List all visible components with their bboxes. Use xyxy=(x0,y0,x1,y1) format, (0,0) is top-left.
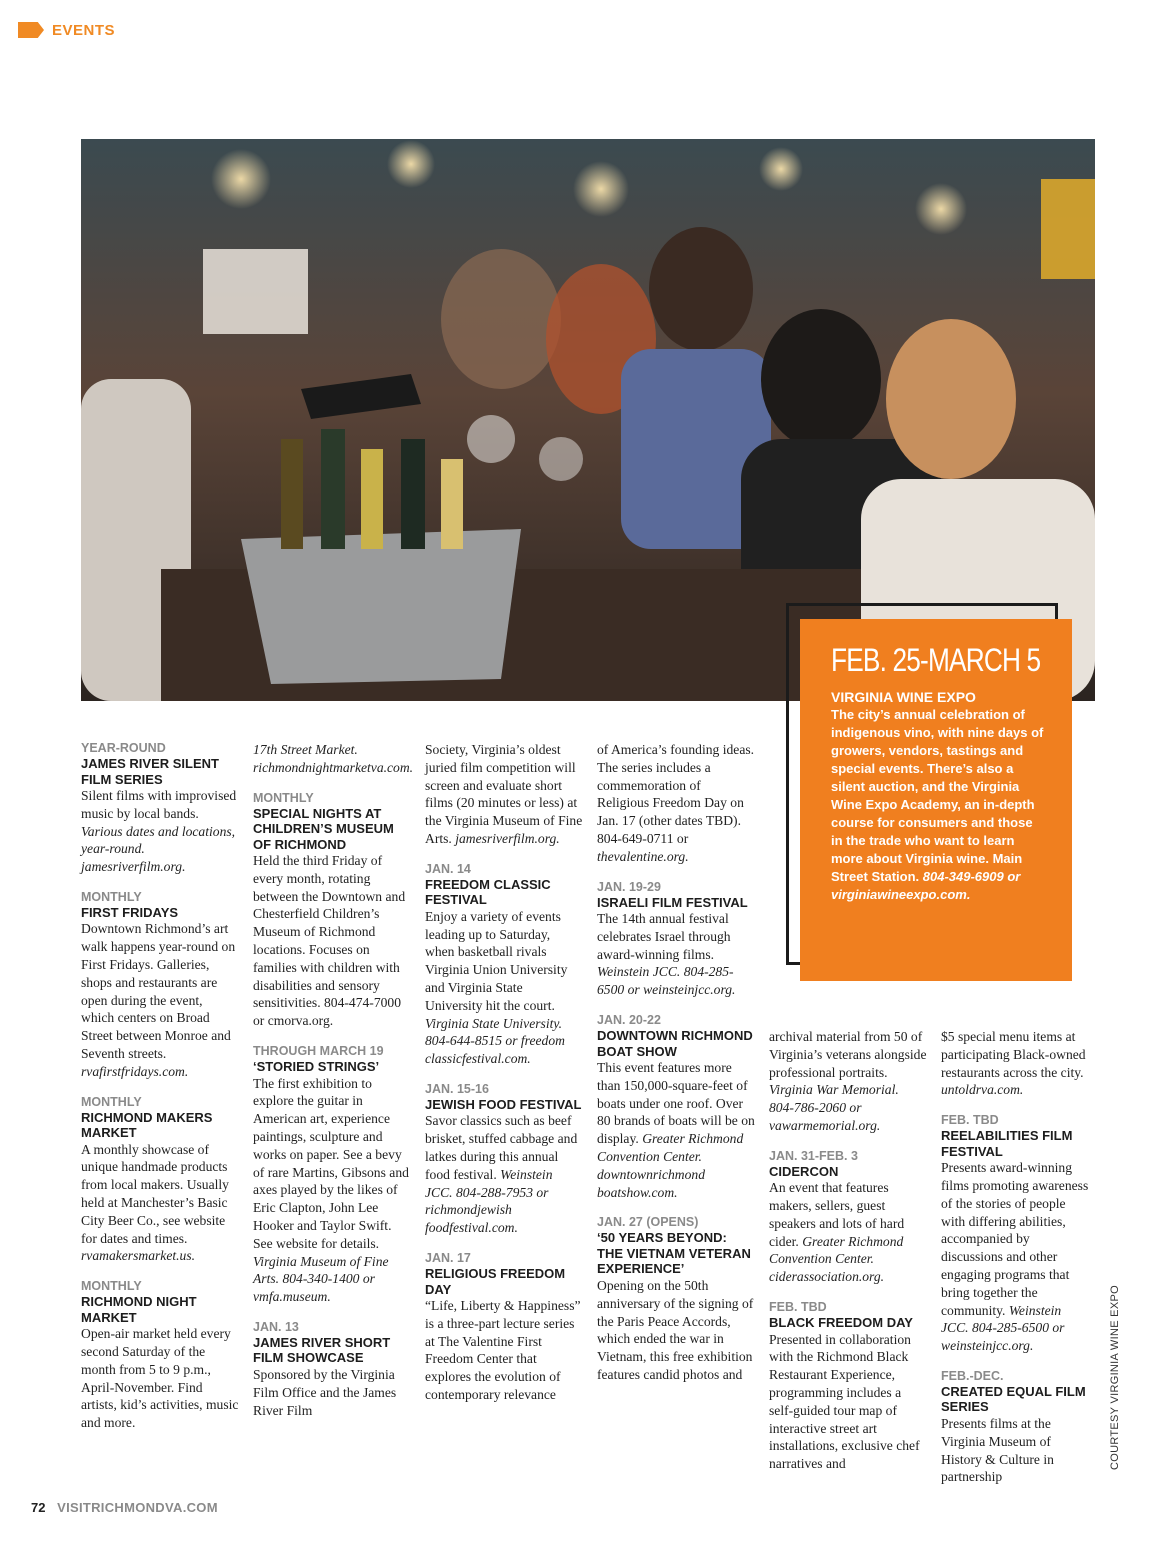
event-desc: Enjoy a variety of events leading up to Saturday, when basketball rivals Virginia Union University and Virginia State University hit the court. Virginia State University. 804-644-8515 or freedom classicfestival.com. xyxy=(425,908,568,1067)
event-entry xyxy=(941,1113,1091,1355)
page-footer xyxy=(31,1500,218,1515)
event-entry xyxy=(597,880,755,999)
event-title: REELABILITIES FILM FESTIVAL xyxy=(941,1128,1073,1159)
event-desc: Savor classics such as beef brisket, stuffed cabbage and latkes during this annual food festival. Weinstein JCC. 804-288-7953 or richmondjewish foodfestival.com. xyxy=(425,1113,578,1236)
event-desc: Presented in collaboration with the Richmond Black Restaurant Experience, programming includes a self-guided tour map of interactive street art installations, exclusive chef narratives and xyxy=(769,1331,920,1472)
site-url: VISITRICHMONDVA.COM xyxy=(57,1500,218,1515)
event-date: MONTHLY xyxy=(81,1094,142,1109)
feature-title: VIRGINIA WINE EXPO xyxy=(831,689,976,705)
event-desc: Held the third Friday of every month, rotating between the Downtown and Chesterfield Children’s Museum of Richmond locations. Focuses on families with children with disabilities and sensory sensitivities. 804-474-7000 or cmorva.org. xyxy=(253,853,406,1029)
feature-box xyxy=(800,619,1072,981)
event-entry xyxy=(941,1369,1091,1486)
event-entry xyxy=(253,1044,411,1306)
event-title: RELIGIOUS FREEDOM DAY xyxy=(425,1266,566,1297)
feature-info: 804-349-6909 or virginiawineexpo.com. xyxy=(831,869,1021,902)
event-title: CREATED EQUAL FILM SERIES xyxy=(941,1383,1086,1415)
event-desc: Society, Virginia’s oldest juried film competition will screen and evaluate short films (20 minutes or less) at the Virginia Museum of Fine Arts. jamesriverfilm.org. xyxy=(425,742,583,846)
event-desc: A monthly showcase of unique handmade products from local makers. Usually held at Manchester’s Basic City Beer Co., see website for dates and times. rvamakersmarket.us. xyxy=(81,1141,229,1264)
photo-credit: COURTESY VIRGINIA WINE EXPO xyxy=(1109,1285,1121,1470)
column-3 xyxy=(425,741,583,1418)
event-info: 17th Street Market. richmondnightmarketva.com. xyxy=(253,742,414,775)
event-date: JAN. 14 xyxy=(425,861,471,876)
event-entry xyxy=(425,1082,583,1237)
event-title: CIDERCON xyxy=(769,1163,839,1179)
event-date: THROUGH MARCH 19 xyxy=(253,1044,384,1059)
event-date: YEAR-ROUND xyxy=(81,741,166,755)
event-desc: This event features more than 150,000-square-feet of boats under one roof. Over 80 brands of boats will be on display. Greater Richmond Convention Center. downtownrichmond boatshow.com. xyxy=(597,1060,755,1200)
page-number: 72 xyxy=(31,1500,46,1515)
event-title: JAMES RIVER SILENT FILM SERIES xyxy=(81,756,219,787)
event-title: JEWISH FOOD FESTIVAL xyxy=(425,1096,582,1112)
column-6 xyxy=(941,1028,1091,1500)
event-continuation xyxy=(253,741,414,777)
event-desc: Downtown Richmond’s art walk happens year-round on First Fridays. Galleries, shops and restaurants are open during the event, which centers on Broad Street between Monroe and Seventh streets. rvafirstfridays.com. xyxy=(81,921,236,1079)
event-entry xyxy=(597,1013,755,1201)
feature-desc: The city’s annual celebration of indigenous vino, with nine days of growers, vendors, tastings and special events. There’s also a silent auction, and the Virginia Wine Expo Academy, an in-depth course for consumers and those in the trade who want to learn more about Virginia wine. Main Street Station. xyxy=(831,707,1044,884)
event-continuation xyxy=(941,1028,1091,1099)
event-date: FEB.-DEC. xyxy=(941,1368,1004,1383)
event-title: RICHMOND MAKERS MARKET xyxy=(81,1109,213,1141)
event-desc: Presents films at the Virginia Museum of History & Culture in partnership xyxy=(941,1415,1054,1485)
section-label: EVENTS xyxy=(52,21,116,39)
event-date: JAN. 20-22 xyxy=(597,1013,661,1028)
event-entry xyxy=(597,1215,755,1383)
event-title: RICHMOND NIGHT MARKET xyxy=(81,1294,197,1325)
event-date: JAN. 31-FEB. 3 xyxy=(769,1148,858,1163)
event-desc: Sponsored by the Virginia Film Office and the James River Film xyxy=(253,1366,397,1418)
event-entry xyxy=(253,1320,411,1419)
event-date: JAN. 19-29 xyxy=(597,879,661,894)
section-tag xyxy=(18,20,115,40)
event-date: FEB. TBD xyxy=(941,1113,999,1128)
event-desc: An event that features makers, sellers, guest speakers and lots of hard cider. Greater Richmond Convention Center. ciderassociation.org. xyxy=(769,1180,905,1285)
event-entry xyxy=(769,1300,927,1473)
event-date: MONTHLY xyxy=(81,889,142,904)
event-desc: The first exhibition to explore the guitar in American art, experience paintings, sculpture and works on paper. See a bevy of rare Martins, Gibsons and axes played by the likes of Eric Clapton, John Lee Hooker and Taylor Swift. See website for details. Virginia Museum of Fine Arts. 804-340-1400 or vmfa.museum. xyxy=(253,1075,409,1305)
event-desc: Open-air market held every second Saturday of the month from 5 to 9 p.m., April-November. Find artists, kid’s activities, music and more. xyxy=(81,1326,239,1431)
event-title: JAMES RIVER SHORT FILM SHOWCASE xyxy=(253,1334,391,1366)
event-title: DOWNTOWN RICHMOND BOAT SHOW xyxy=(597,1028,753,1059)
event-entry xyxy=(81,741,239,876)
event-desc: archival material from 50 of Virginia’s veterans alongside professional portraits. Virginia War Memorial. 804-786-2060 or vawarmemorial.org. xyxy=(769,1029,927,1133)
event-desc: The 14th annual festival celebrates Israel through award-winning films. Weinstein JCC. 804-285-6500 or weinsteinjcc.org. xyxy=(597,911,736,998)
column-1 xyxy=(81,741,239,1446)
event-entry xyxy=(425,862,583,1068)
event-date: JAN. 17 xyxy=(425,1251,471,1266)
event-title: ‘50 YEARS BEYOND: THE VIETNAM VETERAN EXPERIENCE’ xyxy=(597,1230,751,1277)
event-title: ISRAELI FILM FESTIVAL xyxy=(597,894,748,910)
event-entry xyxy=(81,1279,239,1432)
event-continuation xyxy=(597,741,755,866)
event-entry xyxy=(253,791,411,1030)
arrow-icon xyxy=(18,22,44,38)
event-date: FEB. TBD xyxy=(769,1300,827,1315)
event-desc: Silent films with improvised music by local bands. Various dates and locations, year-round. jamesriverfilm.org. xyxy=(81,788,237,875)
event-entry xyxy=(425,1251,583,1404)
event-date: MONTHLY xyxy=(81,1279,142,1294)
column-5 xyxy=(769,1028,927,1487)
event-desc: of America’s founding ideas. The series includes a commemoration of Religious Freedom Day on Jan. 17 (other dates TBD). 804-649-0711 or thevalentine.org. xyxy=(597,742,755,864)
event-title: ‘STORIED STRINGS’ xyxy=(253,1059,380,1075)
event-desc: Opening on the 50th anniversary of the signing of the Paris Peace Accords, which ended the war in Vietnam, this free exhibition features candid photos and xyxy=(597,1277,754,1382)
event-entry xyxy=(81,890,239,1081)
event-date: JAN. 15-16 xyxy=(425,1081,489,1096)
event-date: MONTHLY xyxy=(253,790,314,805)
event-title: BLACK FREEDOM DAY xyxy=(769,1315,913,1331)
event-desc: “Life, Liberty & Happiness” is a three-part lecture series at The Valentine First Freedom Center that explores the evolution of contemporary relevance xyxy=(425,1298,581,1403)
event-entry xyxy=(81,1095,239,1266)
column-4 xyxy=(597,741,755,1398)
event-continuation xyxy=(769,1028,927,1135)
event-title: FIRST FRIDAYS xyxy=(81,904,179,920)
event-continuation xyxy=(425,741,583,848)
event-title: SPECIAL NIGHTS AT CHILDREN’S MUSEUM OF RICHMOND xyxy=(253,805,394,852)
event-entry xyxy=(769,1149,927,1286)
column-2 xyxy=(253,741,414,1433)
feature-body xyxy=(831,706,1046,904)
event-title: FREEDOM CLASSIC FESTIVAL xyxy=(425,876,551,908)
event-desc: $5 special menu items at participating Black-owned restaurants across the city. untoldrva.com. xyxy=(941,1029,1086,1098)
feature-date: FEB. 25-MARCH 5 xyxy=(831,642,1041,678)
event-date: JAN. 13 xyxy=(253,1319,299,1334)
event-desc: Presents award-winning films promoting awareness of the stories of people with differing abilities, accompanied by discussions and other engaging programs that bring together the community. Weinstein JCC. 804-285-6500 or weinsteinjcc.org. xyxy=(941,1160,1089,1354)
event-date: JAN. 27 (OPENS) xyxy=(597,1215,699,1230)
